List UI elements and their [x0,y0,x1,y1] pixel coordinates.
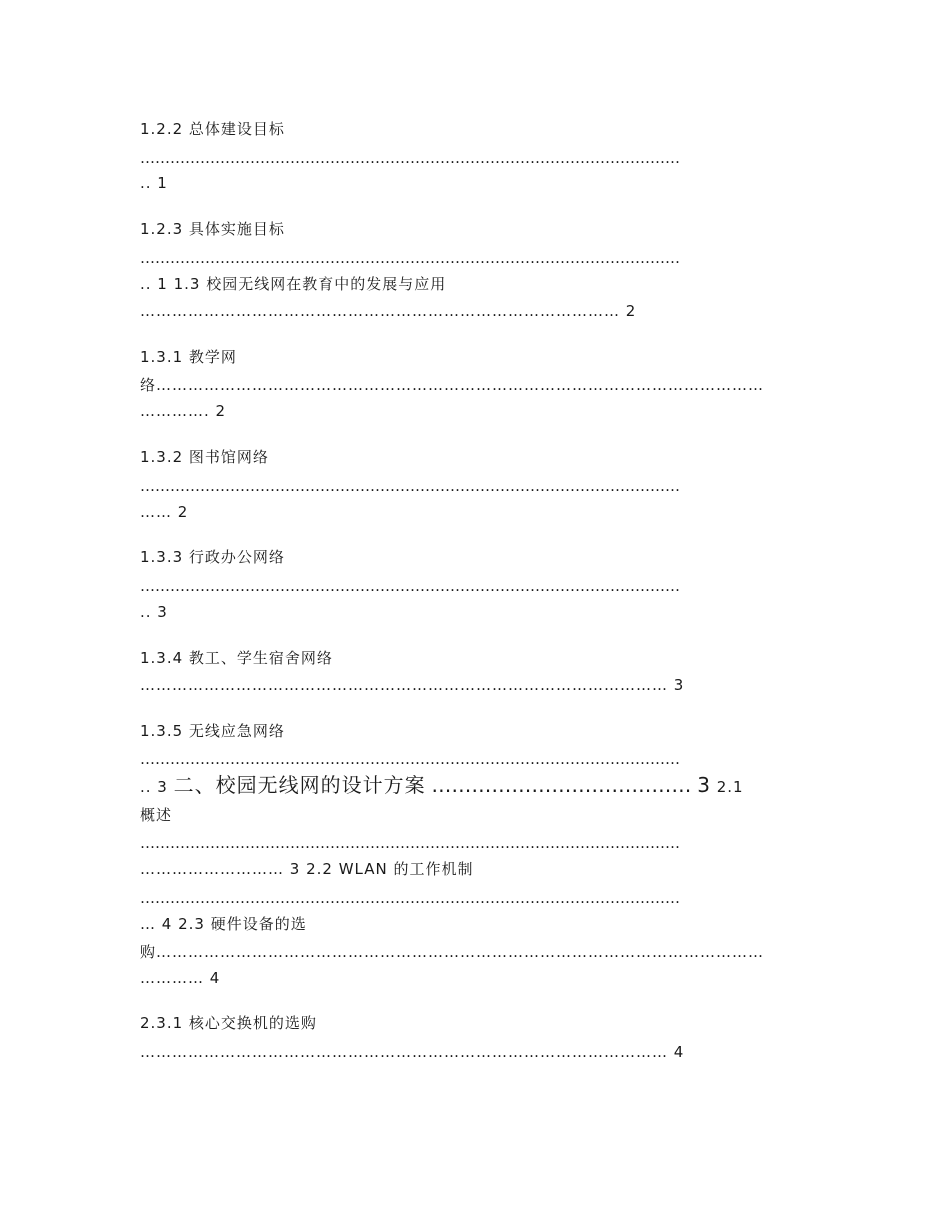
toc-entry-title: 2.1 [716,778,744,796]
toc-page-number: .. 3 [140,603,168,621]
toc-entry-title: 1.2.2 总体建设目标 [140,120,285,138]
toc-leader-dots: ……………………………………………………………………………………………… [140,577,680,595]
toc-leader-dots: ……………………………………………………………………………………… 3 [140,676,685,694]
toc-leader-dots: 购…………………………………………………………………………………………………… [140,943,765,961]
toc-leader-dots: ……………………………………………………………………………………………… [140,750,680,768]
toc-leader-dots: ……………………………………………………………………………………………… [140,477,680,495]
toc-page-number: .. 3 [140,778,168,796]
toc-leader-dots: ……………………………………………………………………………………………… [140,834,680,852]
toc-page-number: ………… 4 [140,969,221,987]
toc-page-number: .. 1 [140,174,168,192]
toc-entry-title: 1.3.4 教工、学生宿舍网络 [140,649,333,667]
toc-chapter-line [140,772,810,798]
toc-entry-title: 1.3.3 行政办公网络 [140,548,285,566]
toc-entry-title: ……………………… 3 2.2 WLAN 的工作机制 [140,860,474,878]
toc-leader-dots: ………………………………… [431,773,692,797]
toc-leader-dots: ……………………………………………………………………………………………… [140,889,680,907]
toc-page-number: 3 [697,773,711,797]
toc-entry-title: 1.3.2 图书馆网络 [140,448,269,466]
toc-entry-title: 1.3.5 无线应急网络 [140,722,285,740]
toc-entry-title: .. 1 1.3 校园无线网在教育中的发展与应用 [140,275,447,293]
chapter-heading: 二、校园无线网的设计方案 [173,773,426,797]
toc-leader-dots: ……………………………………………………………………………………… 4 [140,1043,685,1061]
toc-leader-dots: ……………………………………………………………………………………………… [140,149,680,167]
toc-entry-title: … 4 2.3 硬件设备的选 [140,915,307,933]
toc-entry-title: 1.2.3 具体实施目标 [140,220,285,238]
toc-entry-title: 2.3.1 核心交换机的选购 [140,1014,317,1032]
toc-entry-title: 概述 [140,806,173,824]
toc-page-number: …………. 2 [140,402,227,420]
toc-leader-dots: 络…………………………………………………………………………………………………… [140,376,765,394]
toc-page-number: …… 2 [140,503,189,521]
toc-leader-dots: ……………………………………………………………………………………………… [140,249,680,267]
toc-entry-title: 1.3.1 教学网 [140,348,237,366]
toc-leader-dots: ……………………………………………………………………………… 2 [140,302,637,320]
